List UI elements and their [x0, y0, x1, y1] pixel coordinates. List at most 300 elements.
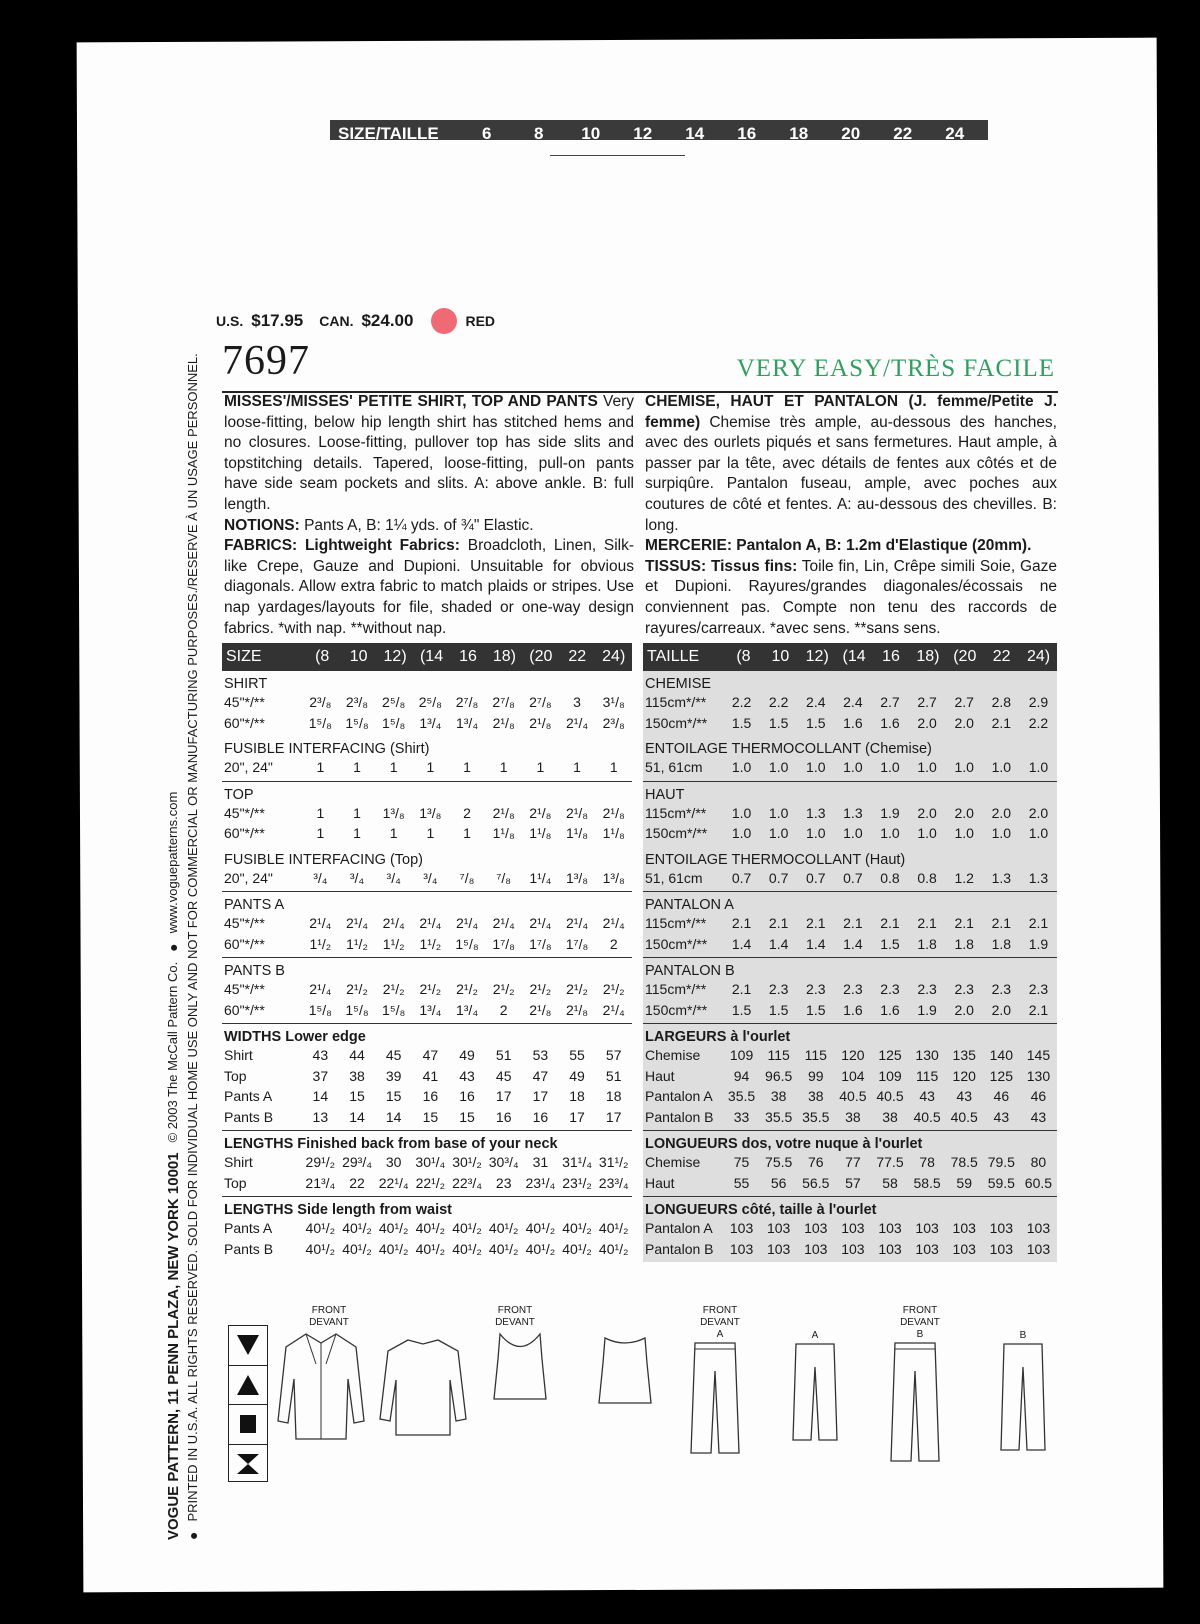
- table-section-pants-a: [222, 892, 632, 958]
- table-cell: 2.8: [991, 694, 1012, 711]
- table-section-pants-b: [222, 958, 632, 1024]
- table-cell: 40¹/₂: [562, 1220, 592, 1237]
- table-cell: 2¹/₂: [566, 981, 588, 998]
- table-cell: 1.3: [991, 869, 1012, 886]
- table-cell: 140: [989, 1047, 1013, 1064]
- row-label: 150cm*/**: [645, 1001, 708, 1018]
- table-cell: 1: [426, 759, 435, 776]
- table-cell: ⁷/₈: [496, 869, 512, 886]
- table-cell: 80: [1030, 1154, 1047, 1171]
- table-cell: 46: [1030, 1088, 1047, 1105]
- row-label: 51, 61cm: [645, 759, 703, 776]
- table-cell: 1.0: [1028, 825, 1049, 842]
- section-title: FUSIBLE INTERFACING (Shirt): [224, 741, 430, 757]
- table-cell: 1.6: [880, 714, 900, 731]
- table-section-top-interfacing: [222, 847, 632, 893]
- table-cell: 38: [845, 1108, 861, 1125]
- row-label: Haut: [645, 1174, 675, 1191]
- copyright: © 2003 The McCall Pattern Co.: [165, 961, 180, 1143]
- table-cell: 37: [312, 1067, 329, 1084]
- difficulty-label: VERY EASY/TRÈS FACILE: [736, 355, 1055, 382]
- row-label: 115cm*/**: [645, 981, 707, 998]
- row-gap: [643, 1259, 1057, 1262]
- table-cell: 1.4: [731, 935, 752, 952]
- table-cell: 40.5: [950, 1108, 978, 1125]
- table-cell: 40¹/₂: [598, 1240, 629, 1257]
- description-title-rest-fr: (J. femme/Petite J. femme): [645, 393, 1057, 431]
- table-section-shirt: [643, 671, 1057, 736]
- table-cell: 2.1: [917, 915, 937, 932]
- table-cell: 1⁷/₈: [565, 935, 589, 952]
- table-cell: 49: [569, 1067, 585, 1084]
- vertical-notice-text: [185, 353, 201, 1540]
- table-row: [222, 1239, 632, 1260]
- table-cell: 2.0: [1028, 804, 1049, 821]
- section-title: CHEMISE: [645, 676, 712, 692]
- pants-b-back-icon: [998, 1342, 1048, 1457]
- legend-square-icon: [229, 1405, 267, 1445]
- table-cell: 125: [989, 1067, 1013, 1084]
- table-header-size: 16: [459, 648, 477, 665]
- table-cell: 1.0: [917, 825, 937, 842]
- table-cell: 40¹/₂: [415, 1240, 446, 1257]
- table-row: [222, 934, 632, 955]
- table-cell: 125: [878, 1047, 902, 1064]
- table-cell: 38: [770, 1088, 787, 1105]
- table-cell: 2.1: [880, 915, 900, 932]
- pants-b-front-icon: [885, 1341, 945, 1466]
- table-cell: 2.7: [880, 694, 900, 711]
- table-cell: 1.0: [843, 759, 863, 776]
- section-title: SHIRT: [224, 676, 268, 692]
- sketch-view-a-label: A: [811, 1330, 819, 1341]
- table-cell: 1: [316, 825, 325, 842]
- table-cell: 40.5: [839, 1088, 867, 1105]
- table-cell: 1¹/₄: [529, 869, 552, 886]
- can-price-label: CAN.: [319, 313, 354, 329]
- section-title: ENTOILAGE THERMOCOLLANT (Chemise): [645, 741, 932, 757]
- table-cell: 2.0: [954, 1001, 974, 1018]
- table-cell: 1.5: [768, 714, 789, 731]
- sketch-top-front: [490, 1305, 550, 1414]
- shirt-front-icon: [276, 1329, 366, 1449]
- table-cell: 2⁷/₈: [492, 694, 515, 711]
- row-label: 115cm*/**: [645, 804, 707, 821]
- table-cell: 2¹/₄: [566, 915, 589, 932]
- table-cell: 30: [385, 1154, 402, 1171]
- table-cell: 1.5: [731, 1001, 752, 1018]
- table-cell: 1³/₄: [419, 1001, 442, 1018]
- sketch-devant-label: DEVANT: [900, 1317, 940, 1328]
- table-cell: 51: [495, 1047, 512, 1064]
- top-size-value: 6: [482, 124, 492, 140]
- table-row: [643, 868, 1057, 889]
- row-label: 60"*/**: [224, 935, 265, 952]
- sketch-pants-a-front: [685, 1305, 755, 1466]
- row-label: Top: [224, 1174, 247, 1191]
- legend-up-triangle-icon: [229, 1366, 267, 1406]
- table-cell: 40¹/₂: [452, 1220, 482, 1237]
- row-label: Pantalon B: [645, 1108, 714, 1125]
- table-cell: 2.2: [1028, 714, 1049, 731]
- legend-hourglass-icon: [229, 1445, 267, 1484]
- row-label: 20", 24": [224, 869, 273, 886]
- table-row: [222, 1152, 632, 1173]
- table-cell: 17: [495, 1088, 512, 1105]
- table-cell: 2: [499, 1001, 508, 1018]
- table-header: [643, 643, 1057, 671]
- table-cell: 1³/₈: [565, 869, 589, 886]
- table-cell: 38: [807, 1088, 824, 1105]
- table-cell: 1: [499, 759, 508, 776]
- table-cell: 1¹/₂: [419, 935, 442, 952]
- table-row: [222, 1173, 632, 1194]
- table-cell: 2¹/₈: [602, 804, 625, 821]
- table-cell: 99: [807, 1067, 824, 1084]
- top-size-value: 8: [534, 124, 544, 140]
- bullet-icon: ●: [165, 943, 181, 952]
- table-cell: 2.1: [806, 915, 826, 932]
- table-cell: 1³/₄: [455, 1001, 479, 1018]
- table-cell: 1.9: [1028, 935, 1049, 952]
- table-cell: 103: [841, 1240, 865, 1257]
- section-title: PANTS B: [224, 963, 285, 979]
- sketch-view-b-label: B: [916, 1329, 924, 1340]
- top-size-value: 24: [945, 124, 965, 140]
- table-cell: 1¹/₈: [529, 825, 552, 842]
- table-cell: 145: [1026, 1047, 1051, 1064]
- section-title: LONGUEURS dos, votre nuque à l'ourlet: [645, 1136, 923, 1152]
- table-cell: 1³/₄: [419, 714, 442, 731]
- usage-notice: PRINTED IN U.S.A. ALL RIGHTS RESERVED. SOLD FOR INDIVIDUAL HOME USE ONLY AND NOT FOR COMMERCIAL OR MANUFACTURING PURPOSES./RESERVE À UN USAGE PERSONNEL.: [185, 353, 200, 1522]
- top-size-value: 18: [789, 124, 809, 140]
- table-cell: 2.3: [954, 981, 974, 998]
- description-body-fr: Chemise très ample, au-dessous des hanches, avec des ourlets piqués et sans fermetures. Haut ample, à passer par la tête, avec détails de fentes aux côtés et de surpiqûre. Pantalon fuseau, ample, avec poches aux coutures de côté et fentes. A: au-dessous des chevilles. B: long.: [645, 413, 1057, 534]
- row-label: Pantalon B: [645, 1240, 714, 1257]
- table-cell: 21³/₄: [305, 1174, 336, 1191]
- table-header-size: 24): [1027, 648, 1051, 665]
- table-row: [643, 1239, 1057, 1260]
- website: www.voguepatterns.com: [165, 791, 180, 934]
- table-cell: 47: [532, 1067, 549, 1084]
- sketch-front-label: FRONT: [497, 1305, 533, 1316]
- row-label: Shirt: [224, 1047, 253, 1064]
- can-price: $24.00: [361, 311, 414, 330]
- table-cell: 14: [349, 1108, 365, 1125]
- row-label: Pants B: [224, 1108, 274, 1125]
- table-cell: 1: [389, 759, 398, 776]
- table-row: [643, 1173, 1057, 1194]
- table-cell: 2¹/₈: [492, 714, 515, 731]
- table-cell: 23: [495, 1174, 512, 1191]
- table-cell: 0.7: [843, 869, 863, 886]
- row-label: Pantalon A: [645, 1088, 713, 1105]
- table-cell: 2¹/₈: [492, 804, 515, 821]
- row-label: 45"*/**: [224, 981, 265, 998]
- table-cell: 14: [385, 1108, 402, 1125]
- row-label: Haut: [645, 1067, 675, 1084]
- fabrics-text: Broadcloth, Linen, Silk-like Crepe, Gauze and Dupioni. Unsuitable for obvious diagonals. Allow extra fabric to match plaids or stripes. Use nap yardages/layouts for file, shaded or one-way design fabrics. *with nap. **without nap.: [224, 537, 635, 637]
- table-header-size: 22: [992, 648, 1011, 665]
- table-cell: 2.0: [954, 804, 974, 821]
- top-divider: [550, 155, 685, 156]
- table-cell: 1.4: [768, 935, 789, 952]
- section-title: LARGEURS à l'ourlet: [645, 1029, 791, 1045]
- table-cell: 2⁵/₈: [418, 694, 442, 711]
- row-label: 20", 24": [224, 759, 273, 776]
- table-section-widths: [222, 1024, 632, 1131]
- top-size-value: 14: [685, 124, 705, 140]
- table-cell: 1: [463, 759, 471, 776]
- table-cell: 1³/₄: [455, 714, 479, 731]
- table-cell: 1¹/₂: [309, 935, 332, 952]
- table-cell: 1.0: [1028, 759, 1049, 776]
- table-cell: 31¹/₂: [598, 1154, 629, 1171]
- table-cell: 1.6: [843, 1001, 863, 1018]
- table-cell: 40¹/₂: [305, 1240, 336, 1257]
- table-cell: 2¹/₂: [419, 981, 442, 998]
- table-section-top: [643, 782, 1057, 847]
- table-cell: 53: [532, 1047, 549, 1064]
- table-cell: 1.0: [768, 759, 789, 776]
- table-header-label: TAILLE: [647, 648, 700, 665]
- table-cell: 1¹/₂: [382, 935, 405, 952]
- table-cell: ³/₄: [386, 869, 401, 886]
- row-label: Pants A: [224, 1220, 273, 1237]
- table-row: [222, 692, 632, 713]
- table-header-size: 12): [805, 648, 829, 665]
- table-cell: 43: [1030, 1108, 1047, 1125]
- table-cell: 1⁵/₈: [308, 714, 332, 731]
- table-cell: 45: [495, 1067, 512, 1084]
- row-label: Chemise: [645, 1047, 701, 1064]
- section-title: PANTALON B: [645, 963, 735, 979]
- table-cell: 2.3: [1028, 981, 1049, 998]
- fabrics-text-fr: Toile fin, Lin, Crêpe simili Soie, Gaze et Dupioni. Rayures/grandes diagonales/écossais ne conviennent pas. Compte non tenu des raccords de rayures/carreaux. *avec sens. **sans sens.: [645, 557, 1057, 637]
- table-cell: 1⁵/₈: [345, 714, 369, 731]
- section-title: TOP: [224, 786, 254, 803]
- table-cell: 0.8: [917, 869, 937, 886]
- table-cell: 1: [316, 759, 325, 776]
- table-cell: 103: [804, 1220, 828, 1237]
- table-cell: 2.4: [806, 694, 826, 711]
- row-label: 150cm*/**: [645, 935, 708, 952]
- table-cell: 58.5: [913, 1174, 941, 1191]
- row-gap: [222, 778, 632, 781]
- table-cell: 2¹/₂: [602, 981, 625, 998]
- row-label: 45"*/**: [224, 915, 265, 932]
- table-cell: 1.9: [880, 804, 900, 821]
- table-cell: 40¹/₂: [415, 1220, 446, 1237]
- table-cell: 40.5: [876, 1088, 904, 1105]
- section-title: HAUT: [645, 786, 685, 803]
- table-header: [222, 643, 632, 671]
- row-label: Pantalon A: [645, 1220, 713, 1237]
- row-gap: [643, 1193, 1057, 1196]
- table-cell: 2.4: [843, 694, 863, 711]
- table-cell: 2.0: [991, 804, 1012, 821]
- table-cell: 51: [605, 1067, 622, 1084]
- table-cell: 1³/₈: [602, 869, 625, 886]
- table-cell: 13: [312, 1108, 329, 1125]
- table-header-size: (8: [736, 648, 751, 665]
- top-back-icon: [595, 1333, 655, 1413]
- table-header-size: 18): [492, 648, 516, 665]
- table-cell: 2.1: [954, 915, 974, 932]
- table-cell: 1¹/₈: [565, 825, 589, 842]
- table-cell: 2¹/₂: [382, 981, 405, 998]
- row-gap: [643, 1127, 1057, 1130]
- table-cell: 1¹/₂: [346, 935, 368, 952]
- table-row: [222, 713, 632, 734]
- table-cell: 44: [349, 1047, 365, 1064]
- table-cell: 40.5: [913, 1108, 941, 1125]
- table-cell: 40¹/₂: [562, 1240, 592, 1257]
- pants-a-front-icon: [685, 1341, 745, 1461]
- table-cell: 33: [733, 1108, 750, 1125]
- table-cell: 40¹/₂: [488, 1220, 519, 1237]
- table-row: [643, 1152, 1057, 1173]
- table-cell: 30³/₄: [488, 1154, 519, 1171]
- table-cell: 2.7: [954, 694, 974, 711]
- sketch-top-back: [595, 1333, 655, 1418]
- table-cell: 2¹/₄: [492, 915, 515, 932]
- row-label: 60"*/**: [224, 714, 265, 731]
- table-cell: 1: [353, 759, 361, 776]
- table-cell: 1.0: [731, 759, 752, 776]
- us-price-label: U.S.: [216, 313, 244, 329]
- sketch-view-b-label: B: [1019, 1330, 1027, 1341]
- table-cell: 18: [569, 1088, 585, 1105]
- table-cell: 58: [882, 1174, 898, 1191]
- table-header-label: SIZE: [226, 648, 262, 665]
- table-cell: 2¹/₈: [565, 804, 589, 821]
- table-cell: 120: [841, 1047, 865, 1064]
- sketch-view-a-label: A: [716, 1329, 724, 1340]
- table-cell: 1.0: [843, 825, 863, 842]
- table-cell: 2.7: [917, 694, 937, 711]
- table-cell: ³/₄: [313, 869, 328, 886]
- notions-label: NOTIONS:: [224, 516, 300, 534]
- table-cell: 17: [605, 1108, 622, 1125]
- table-row: [643, 1000, 1057, 1021]
- price-line: [216, 308, 503, 334]
- table-row: [643, 757, 1057, 778]
- table-cell: 15: [459, 1108, 475, 1125]
- table-cell: 96.5: [765, 1067, 793, 1084]
- us-price: $17.95: [251, 311, 304, 330]
- table-cell: 40¹/₂: [378, 1240, 409, 1257]
- table-cell: ³/₄: [423, 869, 438, 886]
- publisher-address: VOGUE PATTERN, 11 PENN PLAZA, NEW YORK 10001: [165, 1152, 182, 1540]
- table-cell: 2¹/₈: [565, 1001, 589, 1018]
- table-cell: 2.1: [731, 981, 752, 998]
- table-section-lengths-back: [643, 1131, 1057, 1197]
- table-cell: 59: [956, 1174, 972, 1191]
- table-cell: 1³/₈: [382, 804, 405, 821]
- table-cell: 57: [845, 1174, 861, 1191]
- row-label: 60"*/**: [224, 825, 265, 842]
- table-cell: 103: [729, 1240, 754, 1257]
- section-title: FUSIBLE INTERFACING (Top): [224, 851, 424, 868]
- sketch-devant-label: DEVANT: [495, 1317, 535, 1328]
- table-section-lengths-side: [222, 1197, 632, 1262]
- sketch-front-label: FRONT: [902, 1305, 938, 1316]
- description-title-fr: CHEMISE, HAUT ET PANTALON: [645, 393, 899, 410]
- table-cell: 130: [1026, 1067, 1051, 1084]
- table-cell: 46: [993, 1088, 1010, 1105]
- table-cell: 2⁷/₈: [529, 694, 552, 711]
- table-cell: 130: [915, 1047, 939, 1064]
- table-cell: 2³/₈: [345, 694, 369, 711]
- table-cell: 1.8: [917, 935, 937, 952]
- row-gap: [643, 888, 1057, 891]
- table-cell: 2¹/₄: [566, 714, 589, 731]
- table-cell: 16: [532, 1108, 549, 1125]
- table-cell: 1.0: [806, 759, 826, 776]
- table-cell: 30¹/₂: [452, 1154, 482, 1171]
- table-cell: 16: [422, 1088, 439, 1105]
- table-cell: 103: [766, 1240, 791, 1257]
- table-row: [643, 1066, 1057, 1087]
- table-row: [643, 1086, 1057, 1107]
- sketch-front-label: FRONT: [702, 1305, 738, 1316]
- table-cell: 0.7: [768, 869, 789, 886]
- table-cell: 47: [422, 1047, 439, 1064]
- pattern-number: 7697: [222, 338, 310, 384]
- row-label: 115cm*/**: [645, 915, 707, 932]
- table-cell: 1.5: [880, 935, 900, 952]
- table-cell: 1.2: [954, 869, 974, 886]
- table-row: [643, 979, 1057, 1000]
- table-header-size: (14: [419, 648, 444, 665]
- table-row: [643, 692, 1057, 713]
- table-cell: 55: [569, 1047, 585, 1064]
- table-cell: 1: [609, 759, 618, 776]
- top-size-bar: [330, 120, 988, 140]
- table-cell: 45: [385, 1047, 402, 1064]
- table-cell: 103: [729, 1220, 754, 1237]
- table-cell: 1.4: [843, 935, 863, 952]
- table-cell: 1.6: [843, 714, 863, 731]
- table-cell: 29³/₄: [342, 1154, 372, 1171]
- table-cell: 2⁷/₈: [455, 694, 479, 711]
- table-row: [222, 823, 632, 844]
- fabrics-sub: Lightweight Fabrics:: [304, 537, 460, 555]
- section-title: LONGUEURS côté, taille à l'ourlet: [645, 1202, 877, 1218]
- table-cell: 1: [316, 804, 325, 821]
- table-header-size: 22: [568, 648, 587, 665]
- table-cell: 1⁵/₈: [345, 1001, 369, 1018]
- table-cell: 1⁵/₈: [455, 935, 479, 952]
- table-cell: 2³/₈: [309, 694, 332, 711]
- table-cell: 1.3: [1028, 869, 1049, 886]
- table-cell: 2¹/₂: [492, 981, 515, 998]
- table-cell: 2¹/₄: [309, 915, 332, 932]
- table-cell: 2.3: [806, 981, 826, 998]
- table-header-size: (8: [315, 648, 330, 665]
- table-cell: 1.0: [917, 759, 937, 776]
- table-cell: 2.3: [880, 981, 900, 998]
- table-section-top: [222, 782, 632, 847]
- table-row: [643, 823, 1057, 844]
- table-cell: 77: [845, 1154, 861, 1171]
- table-cell: 76: [807, 1154, 824, 1171]
- table-cell: 1.5: [806, 1001, 826, 1018]
- table-cell: 2¹/₈: [529, 1001, 552, 1018]
- table-section-shirt-interfacing: [643, 736, 1057, 782]
- table-cell: 1.5: [806, 714, 826, 731]
